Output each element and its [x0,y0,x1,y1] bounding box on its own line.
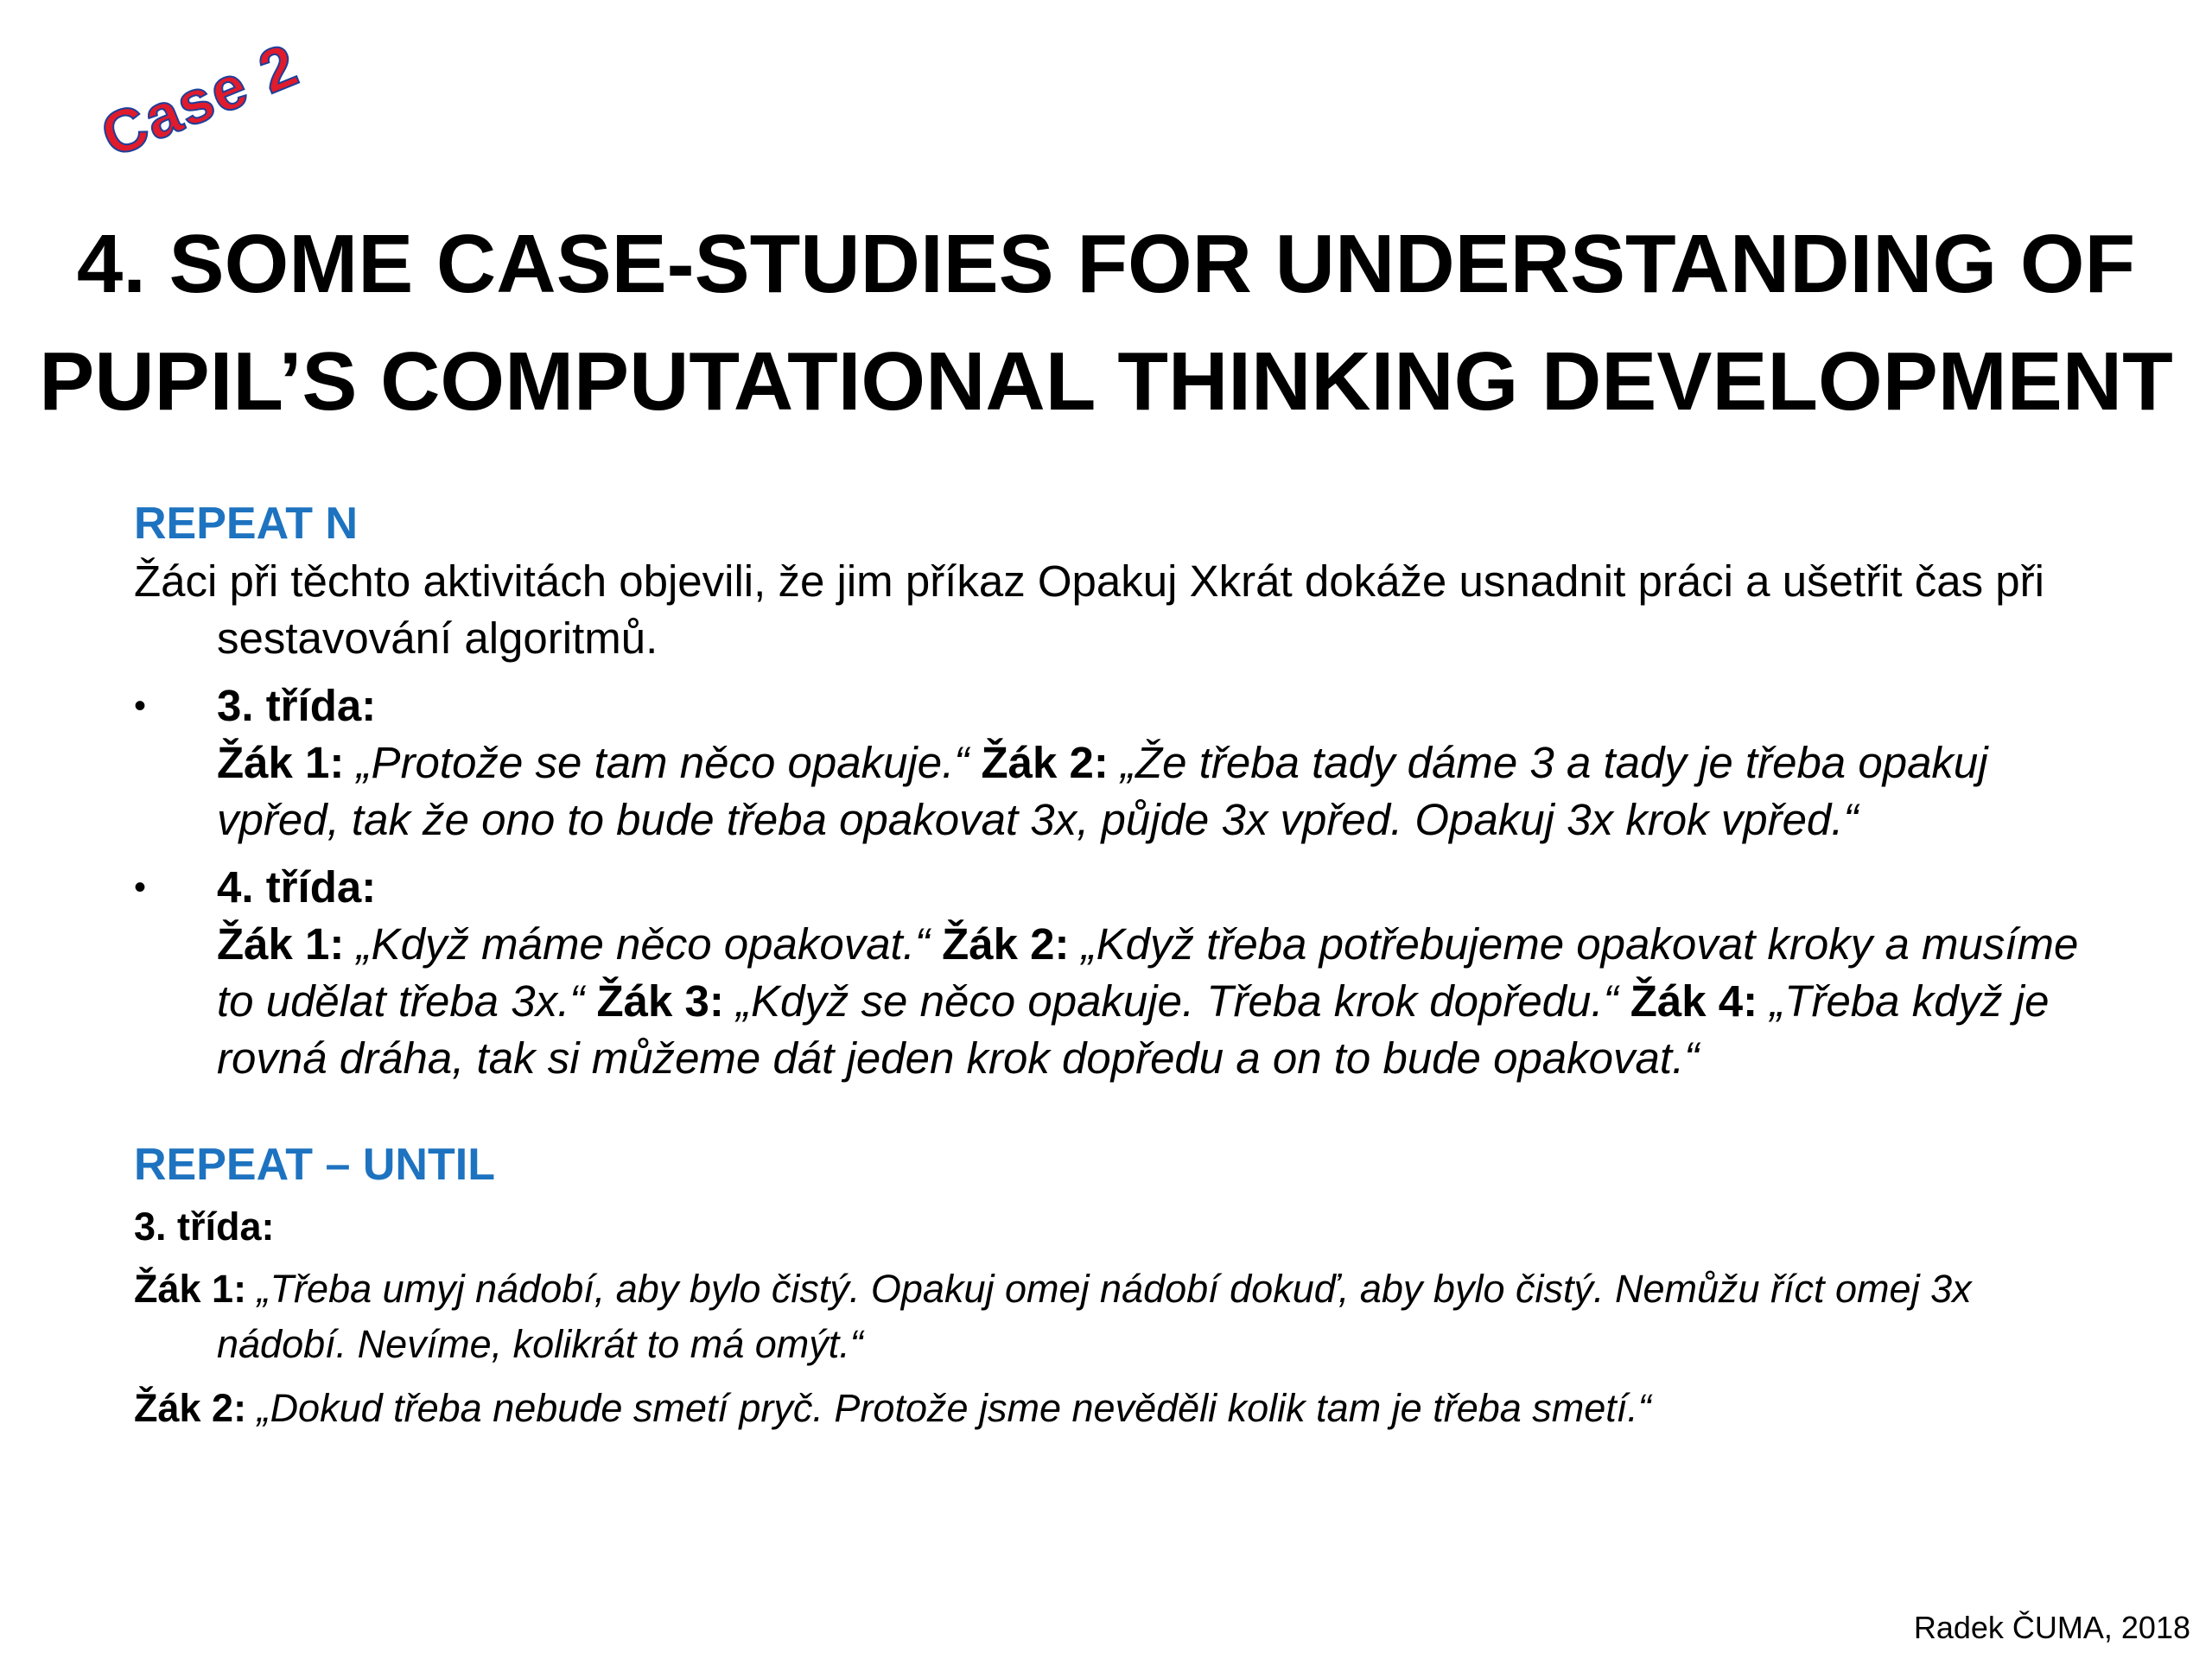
student-quote: „Když třeba potřebujeme opakovat kroky a musíme to udělat třeba 3x.“ [217,919,2079,1026]
student-label: Žák 3: [596,976,724,1026]
student-label: Žák 2: [942,919,1070,969]
student-quote: „Že třeba tady dáme 3 a tady je třeba opakuj vpřed, tak že ono to bude třeba opakovat 3x, půjde 3x vpřed. Opakuj 3x krok vpřed.“ [217,738,1988,844]
bullet-icon: • [134,687,147,725]
student-entry [134,1262,2087,1372]
section-heading-repeat-until: REPEAT – UNTIL [134,1140,495,1190]
slide-content [134,494,2087,1436]
title-line-1: 4. SOME CASE-STUDIES FOR UNDERSTANDING OF [76,218,2136,310]
student-entry [134,1381,2087,1436]
grade-label: 3. třída: [217,681,377,730]
student-label: Žák 1: [217,738,345,787]
student-label: Žák 1: [217,919,345,969]
section-intro: Žáci při těchto aktivitách objevili, že jim příkaz Opakuj Xkrát dokáže usnadnit práci a ušetřit čas při sestavování algoritmů. [134,556,2044,663]
student-label: Žák 2: [134,1386,247,1430]
student-label: Žák 4: [1630,976,1758,1026]
student-quote: „Dokud třeba nebude smetí pryč. Protože jsme nevěděli kolik tam je třeba smetí.“ [257,1386,1651,1430]
student-label: Žák 2: [981,738,1109,787]
student-label: Žák 1: [134,1267,247,1311]
bullet-icon: • [134,868,147,906]
author-credit: Radek ČUMA, 2018 [1913,1610,2190,1645]
student-quote: „Když máme něco opakovat.“ [356,919,930,969]
case-stamp: Case 2 [92,30,308,170]
student-quote: „Třeba když je rovná dráha, tak si můžeme dát jeden krok dopředu a on to bude opakovat.“ [217,976,2050,1083]
slide-title [0,206,2212,441]
student-quote: „Když se něco opakuje. Třeba krok dopředu.“ [736,976,1618,1026]
quotes-block [217,916,2087,1087]
grade-label: 3. třída: [134,1205,275,1249]
quotes-block [217,734,2087,849]
student-quote: „Třeba umyj nádobí, aby bylo čistý. Opakuj omej nádobí dokuď, aby bylo čistý. Nemůžu říct omej 3x nádobí. Nevíme, kolikrát to má omýt.“ [217,1267,1972,1366]
student-quote: „Protože se tam něco opakuje.“ [356,738,969,787]
bullet-grade-3 [134,677,2087,849]
section-heading-repeat-n: REPEAT N [134,499,359,549]
bullet-grade-4 [134,859,2087,1087]
grade-label: 4. třída: [217,862,377,912]
title-line-2: PUPIL’S COMPUTATIONAL THINKING DEVELOPMENT [39,335,2173,428]
